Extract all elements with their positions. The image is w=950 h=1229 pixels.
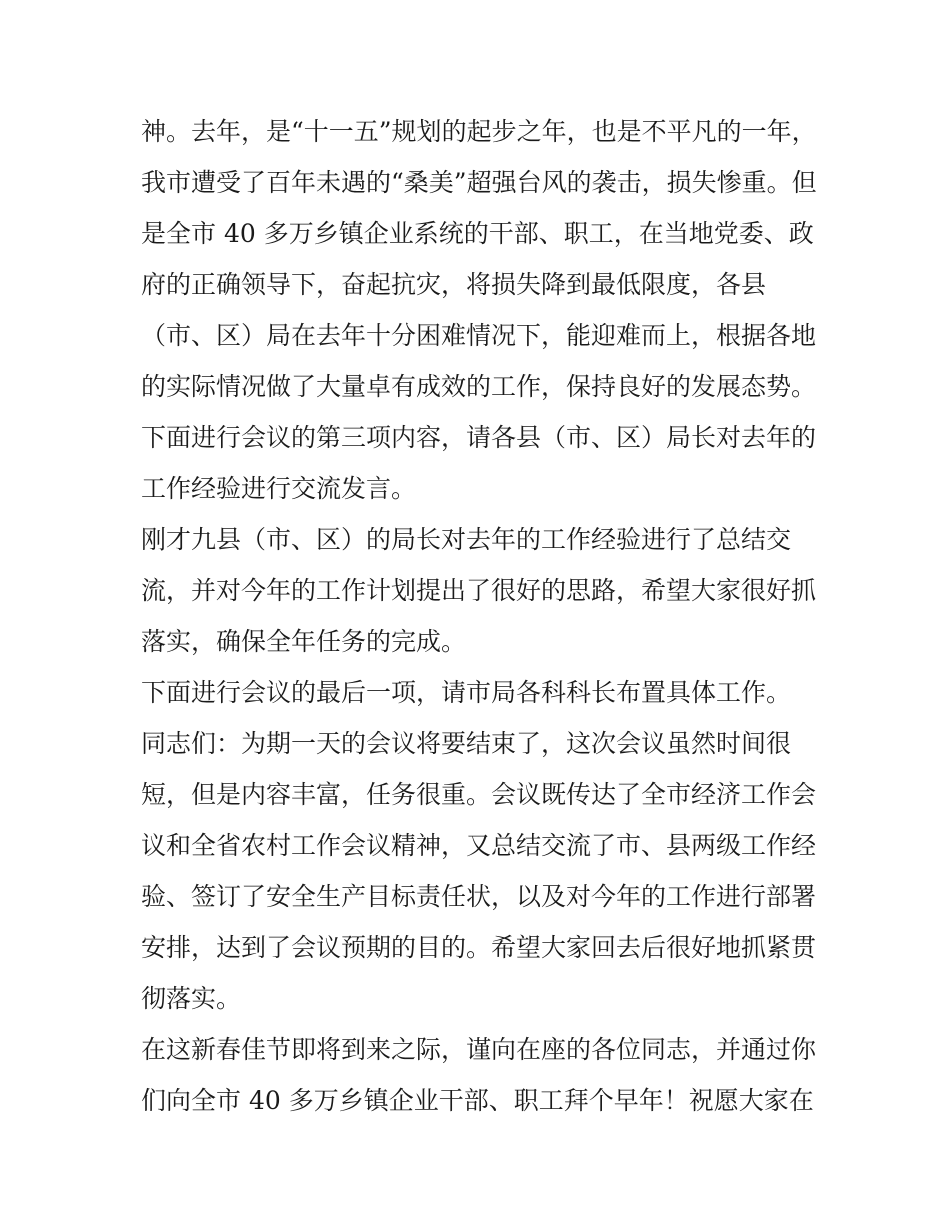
text-line: 下面进行会议的最后一项，请市局各科科长布置具体工作。	[141, 678, 792, 707]
text-line: 验、签订了安全生产目标责任状，以及对今年的工作进行部署	[141, 882, 817, 911]
text-line: （市、区）局在去年十分困难情况下，能迎难而上，根据各地	[141, 321, 817, 350]
text-line: 工作经验进行交流发言。	[141, 474, 417, 503]
text-line: 彻落实。	[141, 984, 242, 1013]
text-line: 短，但是内容丰富，任务很重。会议既传达了全市经济工作会	[141, 780, 817, 809]
text-line: 议和全省农村工作会议精神，又总结交流了市、县两级工作经	[141, 831, 817, 860]
text-line: 神。去年，是“十一五”规划的起步之年，也是不平凡的一年，	[141, 117, 817, 146]
text-line: 府的正确领导下，奋起抗灾，将损失降到最低限度，各县	[141, 270, 767, 299]
text-line: 们向全市 40 多万乡镇企业干部、职工拜个早年！祝愿大家在	[141, 1086, 814, 1115]
text-line: 是全市 40 多万乡镇企业系统的干部、职工，在当地党委、政	[141, 219, 814, 248]
text-line: 落实，确保全年任务的完成。	[141, 627, 467, 656]
text-line: 的实际情况做了大量卓有成效的工作，保持良好的发展态势。	[141, 372, 817, 401]
text-line: 刚才九县（市、区）的局长对去年的工作经验进行了总结交	[141, 525, 792, 554]
text-line: 流，并对今年的工作计划提出了很好的思路，希望大家很好抓	[141, 576, 817, 605]
text-line: 同志们：为期一天的会议将要结束了，这次会议虽然时间很	[141, 729, 792, 758]
text-line: 下面进行会议的第三项内容，请各县（市、区）局长对去年的	[141, 423, 817, 452]
text-line: 我市遭受了百年未遇的“桑美”超强台风的袭击，损失惨重。但	[141, 168, 817, 197]
text-line: 在这新春佳节即将到来之际，谨向在座的各位同志，并通过你	[141, 1035, 817, 1064]
text-line: 安排，达到了会议预期的目的。希望大家回去后很好地抓紧贯	[141, 933, 817, 962]
document-body	[141, 106, 821, 1126]
